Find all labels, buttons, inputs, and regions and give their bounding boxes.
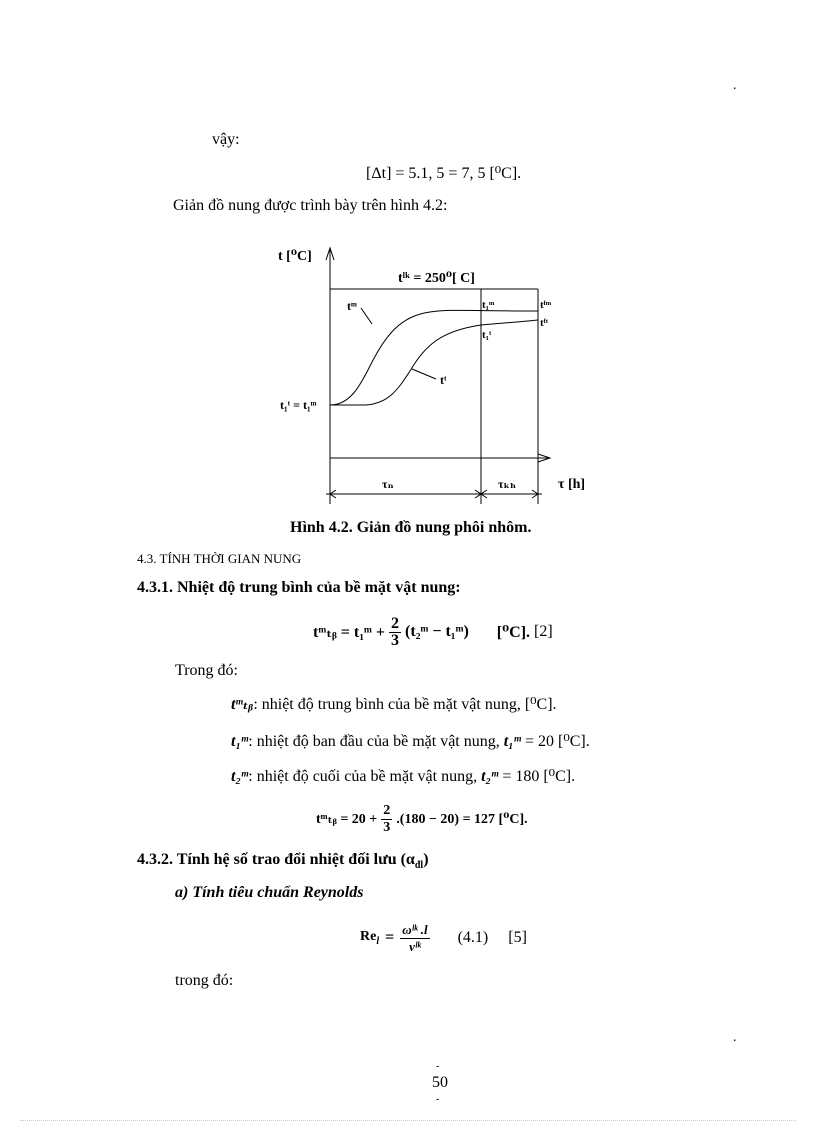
end-center-label: tᶠᵗ [540, 317, 549, 329]
definition-2-value-symbol: t₁ᵐ [503, 733, 521, 750]
formula-2-fraction [381, 803, 392, 836]
page-number-dash-bottom: - [436, 1094, 440, 1105]
formula-2 [316, 798, 528, 840]
page-mark-top: . [733, 78, 737, 93]
center-curve-label: tᵗ [440, 373, 447, 387]
interval-2-label: τₖₕ [498, 477, 517, 491]
formula-3-lhs [360, 929, 379, 947]
surface-label-pointer [361, 308, 372, 324]
definition-1-symbol: tᵐₜᵦ [231, 696, 254, 713]
definition-2-text: : nhiệt độ ban đầu của bề mặt vật nung, [248, 733, 500, 750]
formula-1 [313, 610, 553, 654]
where-label-1: Trong đó: [175, 662, 238, 679]
delta-formula: [Δt] = 5.1, 5 = 7, 5 [⁰C]. [366, 165, 522, 182]
heating-diagram [270, 236, 610, 511]
formula-1-unit: [⁰C]. [496, 624, 531, 641]
surface-temperature-curve [330, 310, 538, 405]
formula-3-lhs-sub: l [376, 935, 380, 947]
y-axis-label: t [⁰C] [278, 249, 312, 264]
where-label-2: trong đó: [175, 972, 234, 989]
definition-3-value-symbol: t₂ᵐ [481, 768, 499, 785]
formula-1-lhs: tᵐₜᵦ = t₁ᵐ + [313, 624, 386, 641]
formula-3 [360, 916, 527, 960]
formula-1-denominator: 3 [391, 631, 400, 649]
formula-1-rhs: (t₂ᵐ − t₁ᵐ) [405, 623, 469, 640]
center-temperature-curve [330, 320, 538, 405]
center-label-pointer [412, 369, 436, 379]
diagram-intro: Giản đồ nung được trình bày trên hình 4.2: [173, 197, 448, 214]
formula-3-lhs-text: Re [360, 929, 377, 945]
definition-2-value: = 20 [⁰C]. [524, 733, 590, 750]
x-axis-label: τ [h] [558, 477, 586, 492]
formula-2-rhs: .(180 − 20) = 127 [⁰C]. [396, 811, 528, 827]
definition-1 [231, 694, 557, 714]
section-4-3-2-subscript: đl [414, 860, 424, 872]
definition-3-symbol: t₂ᵐ [231, 768, 249, 785]
formula-1-fraction [389, 616, 401, 649]
definition-3-text: : nhiệt độ cuối của bề mặt vật nung, [248, 768, 478, 785]
formula-3-fraction [400, 922, 429, 955]
surface-curve-label: tᵐ [347, 299, 357, 313]
interval-1-label: τₙ [382, 477, 394, 491]
formula-3-ref: [5] [508, 929, 527, 946]
formula-3-denominator: νˡᵏ [409, 938, 421, 954]
page-bottom-border [20, 1120, 796, 1121]
formula-2-denominator: 3 [383, 819, 391, 835]
section-4-3-2-text: 4.3.2. Tính hệ số trao đổi nhiệt đối lưu (α [137, 851, 415, 868]
formula-1-ref: [2] [534, 623, 553, 640]
definition-2-symbol: t₁ᵐ [231, 733, 249, 750]
mid-center-label: t₁ᵗ [482, 329, 492, 341]
end-surface-label: tᶠᵐ [540, 299, 552, 311]
definition-3-value: = 180 [⁰C]. [502, 768, 576, 785]
formula-2-lhs: tᵐₜᵦ = 20 + [316, 811, 378, 827]
section-4-3-2-heading [137, 851, 429, 871]
intro-text: vậy: [212, 131, 240, 148]
definition-2 [231, 731, 590, 751]
page-number: 50 [432, 1074, 448, 1091]
mid-surface-label: t₁ᵐ [482, 299, 495, 311]
top-temperature-label: tˡᵏ = 250⁰[ C] [398, 271, 475, 286]
formula-3-number: (4.1) [457, 929, 489, 946]
page-number-dash-top: - [436, 1061, 440, 1072]
section-4-3-heading: 4.3. TÍNH THỜI GIAN NUNG [137, 551, 302, 566]
formula-3-equals: = [385, 929, 395, 946]
section-4-3-1-heading: 4.3.1. Nhiệt độ trung bình của bề mặt vật nung: [137, 579, 461, 596]
figure-caption: Hình 4.2. Giản đồ nung phôi nhôm. [290, 519, 532, 536]
definition-1-text: : nhiệt độ trung bình của bề mặt vật nung, [⁰C]. [253, 696, 557, 713]
formula-1-numerator: 2 [391, 614, 400, 632]
definition-3 [231, 766, 575, 786]
start-temperature-label: t₁ᵗ = t₁ᵐ [280, 398, 317, 412]
page-mark-bottom: . [733, 1030, 737, 1045]
section-4-3-2-close: ) [423, 851, 429, 868]
subsection-a-heading: a) Tính tiêu chuẩn Reynolds [175, 884, 364, 901]
formula-2-numerator: 2 [383, 802, 391, 818]
formula-3-numerator: ωˡᵏ .l [402, 921, 428, 937]
